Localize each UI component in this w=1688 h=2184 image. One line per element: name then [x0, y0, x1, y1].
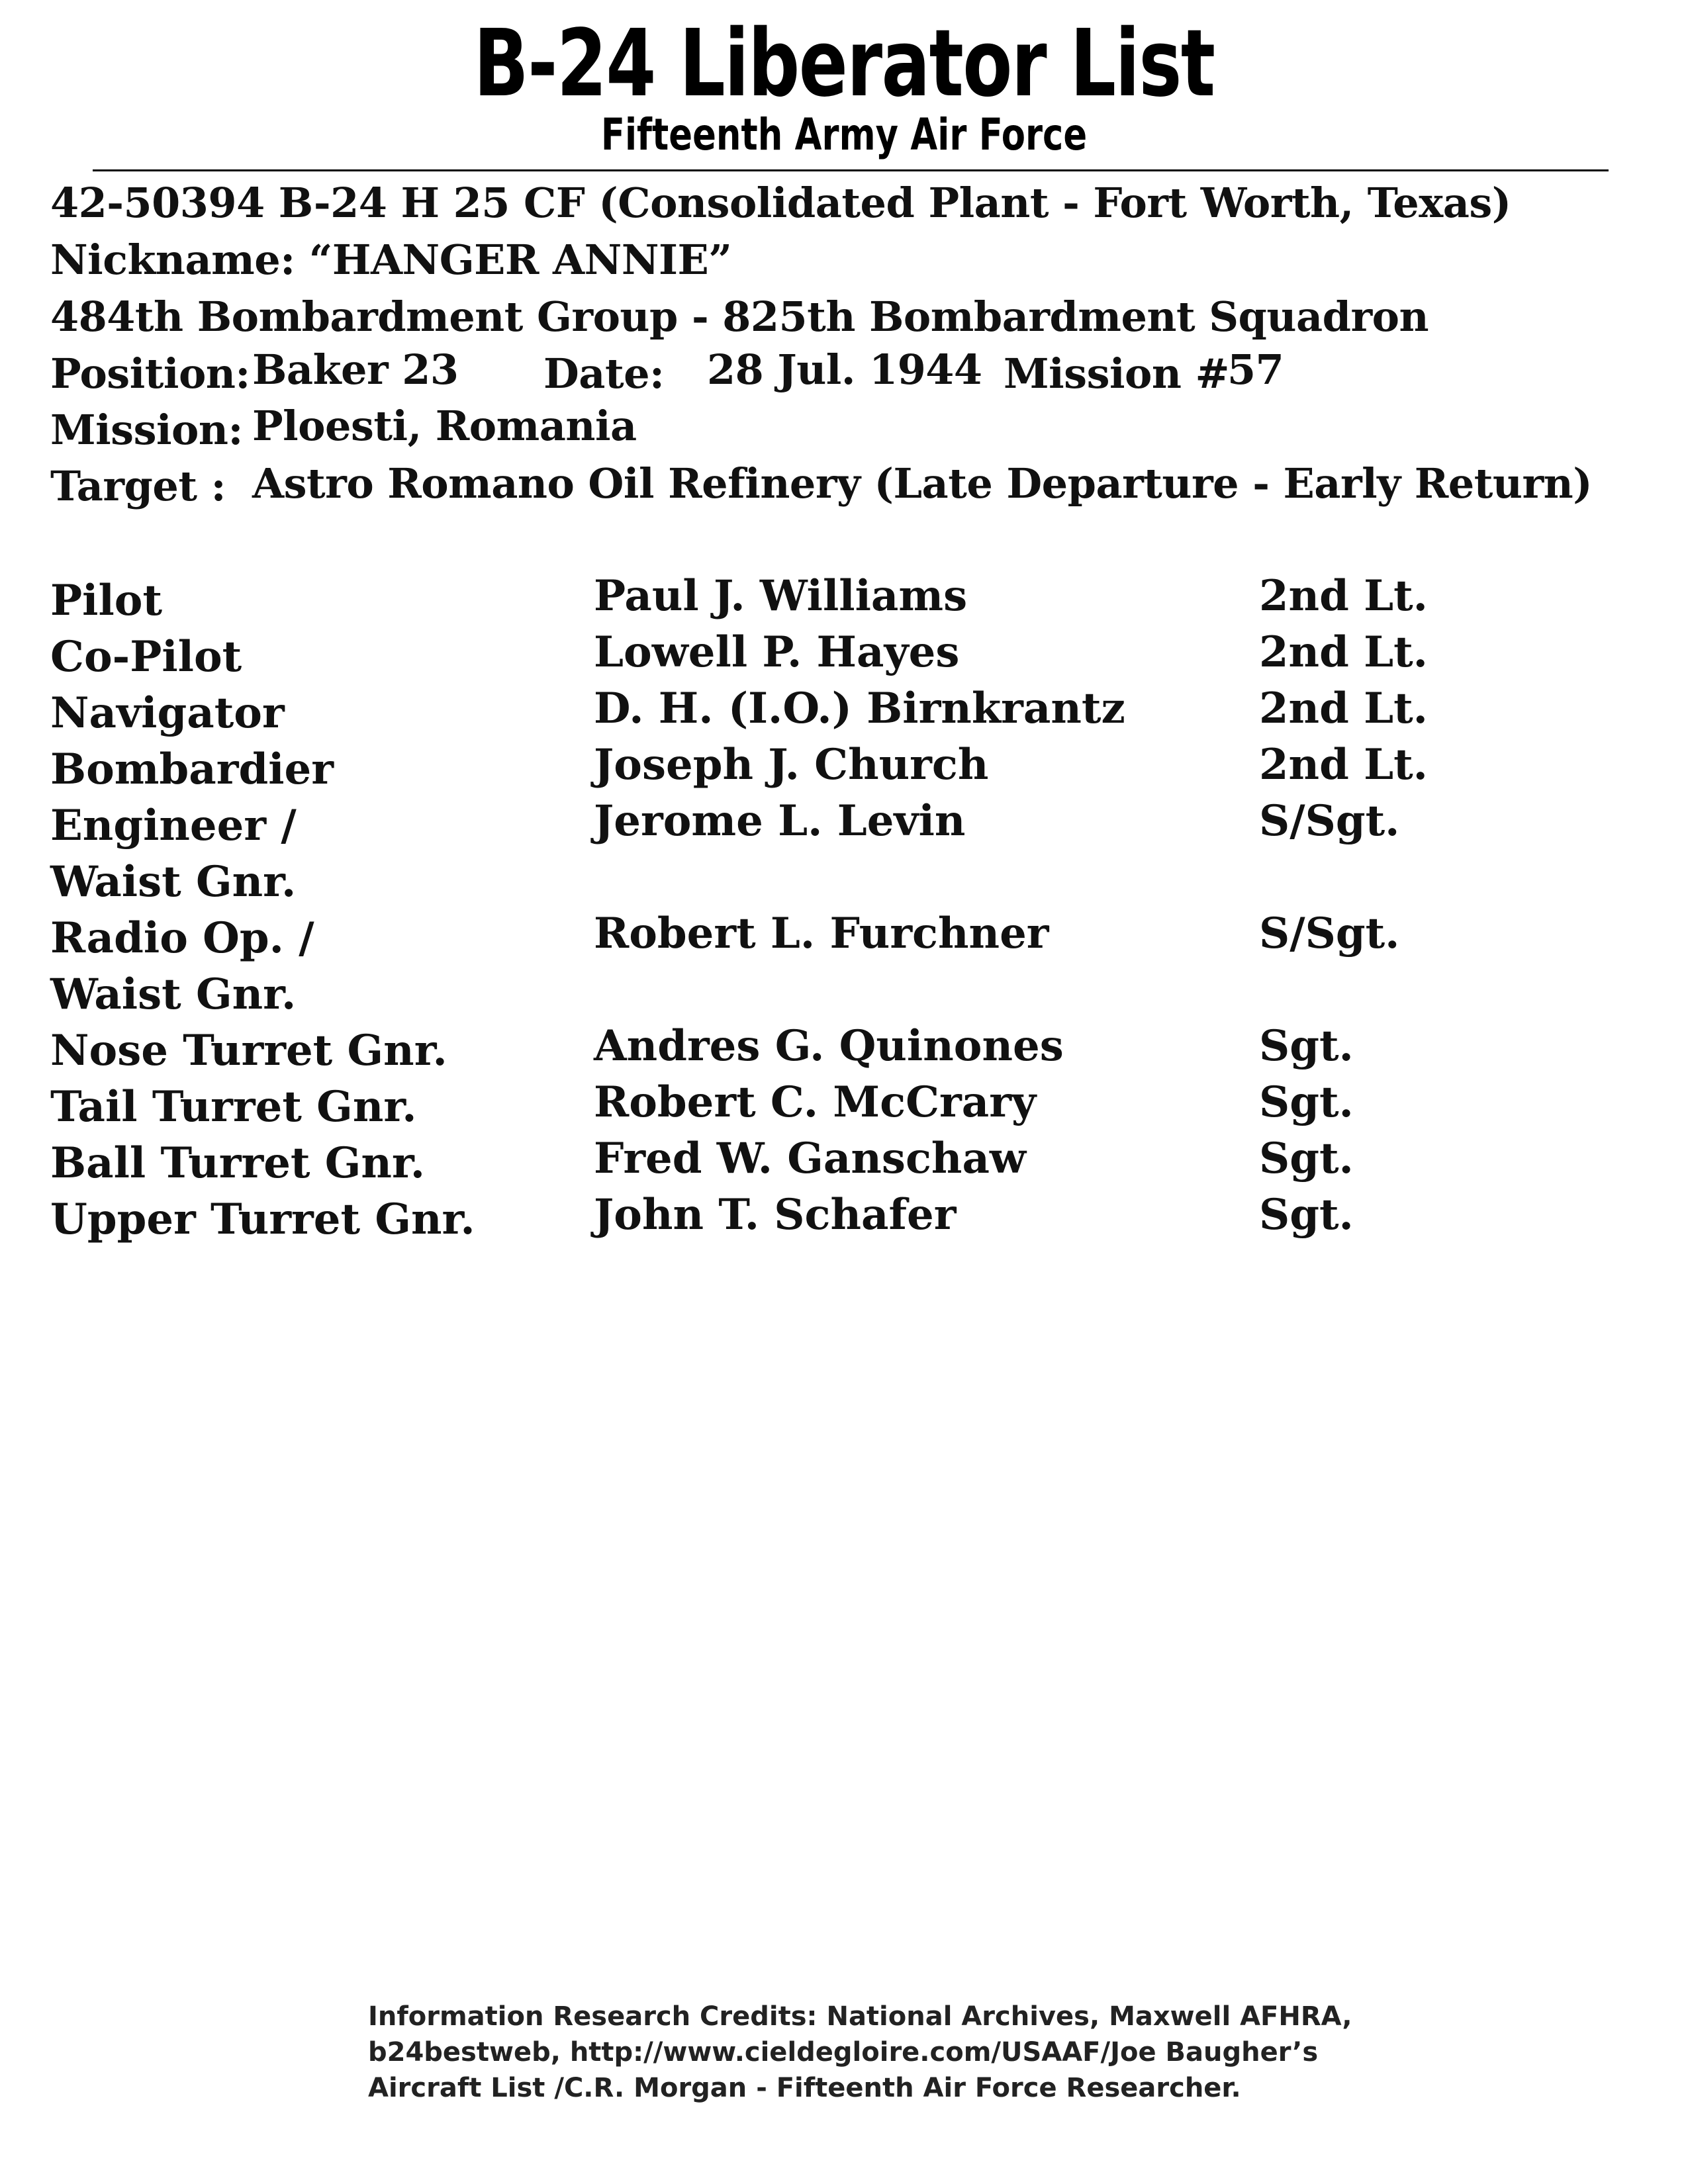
aircraft-serial-line: 42-50394 B-24 H 25 CF (Consolidated Plant - Fort Worth, Texas)	[50, 179, 1511, 227]
crew-role-continued: Waist Gnr.	[50, 857, 297, 907]
crew-role: Engineer /	[50, 801, 297, 850]
crew-rank: S/Sgt.	[1259, 909, 1400, 958]
crew-name: Fred W. Ganschaw	[594, 1134, 1026, 1183]
credits-line: b24bestweb, http://www.cieldegloire.com/USAAF/Joe Baugher’s	[368, 2037, 1319, 2068]
page-subtitle: Fifteenth Army Air Force	[600, 109, 1088, 160]
crew-name: Joseph J. Church	[594, 740, 989, 790]
crew-role: Ball Turret Gnr.	[50, 1138, 426, 1188]
aircraft-nickname: Nickname: “HANGER ANNIE”	[50, 236, 732, 284]
crew-role: Bombardier	[50, 745, 334, 794]
aircraft-group: 484th Bombardment Group - 825th Bombardment Squadron	[50, 293, 1429, 341]
crew-role: Pilot	[50, 576, 162, 625]
crew-name: Paul J. Williams	[594, 571, 968, 621]
crew-name: Robert C. McCrary	[594, 1077, 1037, 1127]
crew-name: Jerome L. Levin	[594, 796, 966, 846]
crew-rank: Sgt.	[1259, 1134, 1354, 1183]
crew-rank: 2nd Lt.	[1259, 627, 1428, 677]
research-credits	[368, 1999, 1361, 2106]
crew-role: Navigator	[50, 688, 285, 738]
target-label: Target :	[50, 462, 226, 510]
crew-name: D. H. (I.O.) Birnkrantz	[594, 684, 1125, 733]
crew-name: John T. Schafer	[594, 1190, 957, 1240]
crew-rank: S/Sgt.	[1259, 796, 1400, 846]
crew-role-continued: Waist Gnr.	[50, 970, 297, 1019]
header-rule	[93, 169, 1609, 171]
crew-name: Robert L. Furchner	[594, 909, 1049, 958]
credits-line: Aircraft List /C.R. Morgan - Fifteenth Air Force Researcher.	[368, 2073, 1241, 2103]
position-value: Baker 23	[252, 345, 459, 394]
mission-number-label: Mission #	[1004, 349, 1230, 398]
crew-role: Co-Pilot	[50, 632, 242, 682]
crew-role: Upper Turret Gnr.	[50, 1195, 475, 1244]
position-label: Position:	[50, 349, 250, 398]
mission-value: Ploesti, Romania	[252, 402, 637, 450]
crew-role: Tail Turret Gnr.	[50, 1082, 417, 1132]
mission-label: Mission:	[50, 406, 243, 454]
date-value: 28 Jul. 1944	[707, 345, 982, 394]
crew-name: Lowell P. Hayes	[594, 627, 960, 677]
crew-rank: 2nd Lt.	[1259, 740, 1428, 790]
credits-line: Information Research Credits: National Archives, Maxwell AFHRA,	[368, 2001, 1352, 2032]
crew-rank: 2nd Lt.	[1259, 684, 1428, 733]
page-title: B-24 Liberator List	[473, 10, 1215, 118]
crew-name: Andres G. Quinones	[594, 1021, 1064, 1071]
crew-role: Radio Op. /	[50, 913, 314, 963]
target-value: Astro Romano Oil Refinery (Late Departure - Early Return)	[252, 459, 1593, 508]
crew-rank: Sgt.	[1259, 1021, 1354, 1071]
crew-role: Nose Turret Gnr.	[50, 1026, 447, 1075]
crew-rank: Sgt.	[1259, 1077, 1354, 1127]
mission-number-value: 57	[1227, 345, 1284, 394]
date-label: Date:	[543, 349, 665, 398]
crew-rank: 2nd Lt.	[1259, 571, 1428, 621]
crew-rank: Sgt.	[1259, 1190, 1354, 1240]
